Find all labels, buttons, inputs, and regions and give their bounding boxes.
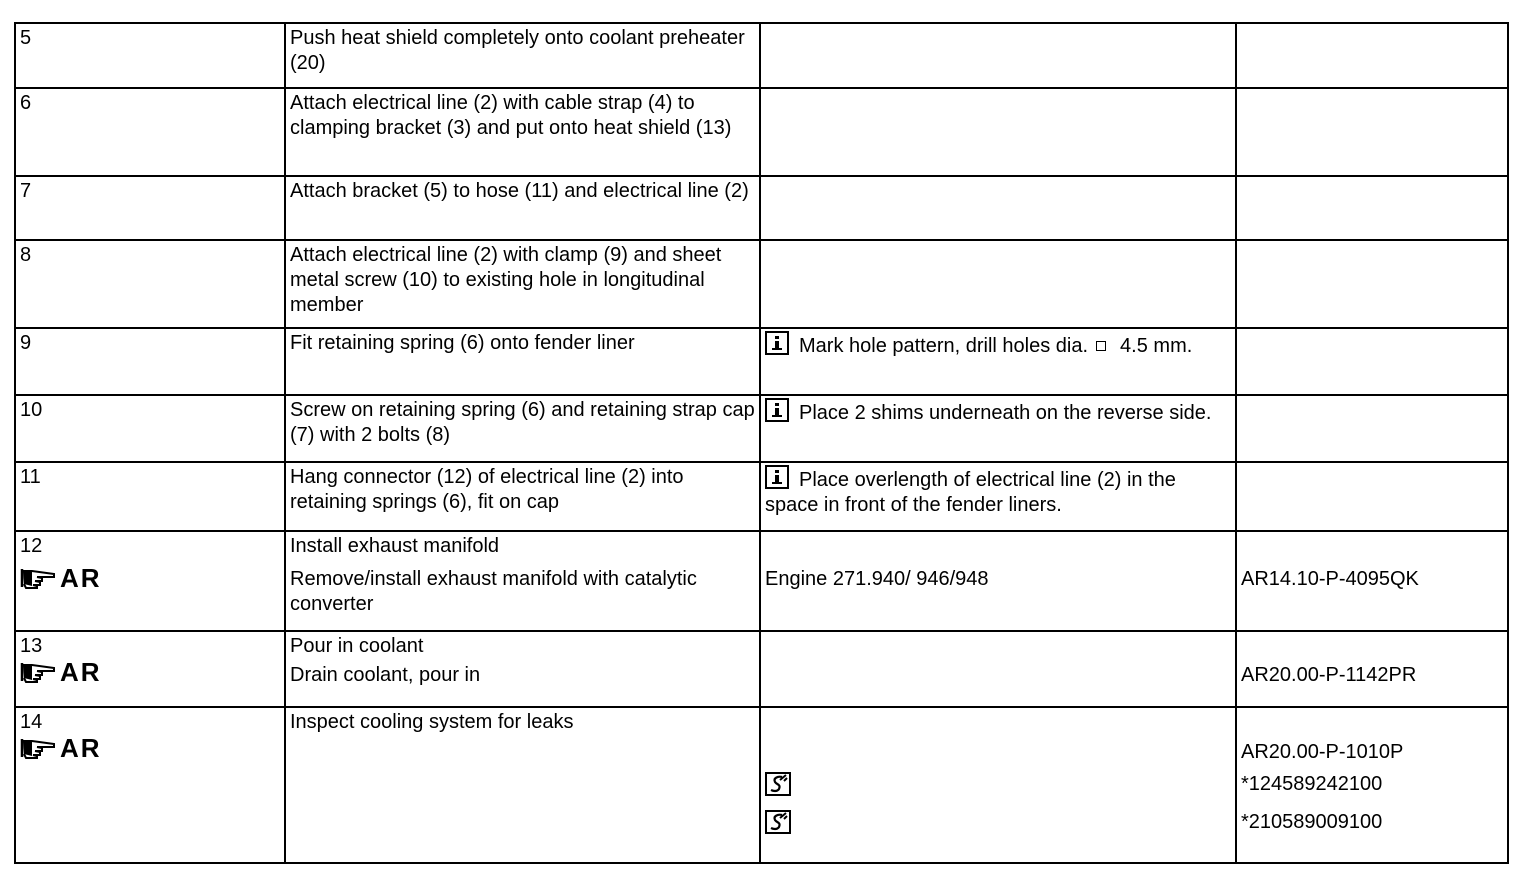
step-number: 6 bbox=[20, 92, 32, 114]
table-row bbox=[15, 395, 1508, 462]
step-number: 5 bbox=[20, 27, 32, 49]
hand-pointer-icon bbox=[20, 566, 56, 590]
ar-reference-marker bbox=[20, 735, 102, 761]
special-tool-icon bbox=[765, 772, 791, 796]
step-description: Inspect cooling system for leaks bbox=[290, 711, 574, 733]
table-row bbox=[15, 240, 1508, 328]
step-description: Hang connector (12) of electrical line (2) into retaining springs (6), fit on cap bbox=[290, 466, 684, 513]
step-description: Attach electrical line (2) with clamp (9) and sheet metal screw (10) to existing hole in longitudinal member bbox=[290, 244, 722, 316]
step-number: 11 bbox=[20, 466, 41, 488]
tool-number[interactable]: *210589009100 bbox=[1241, 810, 1383, 833]
diameter-symbol bbox=[1096, 341, 1106, 351]
step-description: Fit retaining spring (6) onto fender liner bbox=[290, 332, 635, 354]
info-icon bbox=[765, 398, 789, 422]
ar-document-link[interactable]: AR20.00-P-1010P bbox=[1241, 741, 1404, 763]
table-row bbox=[15, 88, 1508, 176]
table-row bbox=[15, 531, 1508, 631]
table-row bbox=[15, 631, 1508, 707]
ar-document-link[interactable]: AR14.10-P-4095QK bbox=[1241, 568, 1419, 590]
table-row bbox=[15, 328, 1508, 395]
step-description: Attach electrical line (2) with cable strap (4) to clamping bracket (3) and put onto heat shield (13) bbox=[290, 92, 732, 139]
tool-number[interactable]: *124589242100 bbox=[1241, 772, 1383, 795]
step-number: 7 bbox=[20, 180, 32, 202]
step-number: 10 bbox=[20, 399, 43, 421]
special-tool-icon bbox=[765, 810, 791, 834]
step-number: 8 bbox=[20, 244, 32, 266]
table-row bbox=[15, 176, 1508, 240]
step-description: Push heat shield completely onto coolant preheater (20) bbox=[290, 27, 745, 74]
info-note: Place overlength of electrical line (2) in the space in front of the fender liners. bbox=[765, 469, 1176, 516]
step-number: 13 bbox=[20, 635, 43, 657]
info-icon bbox=[765, 331, 789, 355]
step-description: Attach bracket (5) to hose (11) and electrical line (2) bbox=[290, 180, 749, 202]
step-description: Pour in coolant bbox=[290, 635, 424, 657]
table-row bbox=[15, 707, 1508, 863]
step-number: 14 bbox=[20, 711, 43, 733]
info-icon bbox=[765, 465, 789, 489]
ar-description: Drain coolant, pour in bbox=[290, 664, 481, 686]
engine-condition: Engine 271.940/ 946/948 bbox=[765, 568, 989, 590]
table-row bbox=[15, 23, 1508, 88]
step-number: 9 bbox=[20, 332, 32, 354]
ar-label: AR bbox=[60, 657, 102, 687]
work-steps-table bbox=[14, 22, 1509, 864]
ar-reference-marker bbox=[20, 659, 102, 685]
step-description: Screw on retaining spring (6) and retaining strap cap (7) with 2 bolts (8) bbox=[290, 399, 755, 446]
table-row bbox=[15, 462, 1508, 531]
info-note: Place 2 shims underneath on the reverse side. bbox=[799, 402, 1212, 424]
ar-label: AR bbox=[60, 563, 102, 593]
ar-description: Remove/install exhaust manifold with catalytic converter bbox=[290, 568, 697, 615]
info-note-value: 4.5 mm. bbox=[1120, 335, 1193, 357]
step-number: 12 bbox=[20, 535, 43, 557]
ar-document-link[interactable]: AR20.00-P-1142PR bbox=[1241, 664, 1417, 686]
step-description: Install exhaust manifold bbox=[290, 535, 500, 557]
ar-reference-marker bbox=[20, 565, 102, 591]
ar-label: AR bbox=[60, 733, 102, 763]
hand-pointer-icon bbox=[20, 660, 56, 684]
hand-pointer-icon bbox=[20, 736, 56, 760]
info-note: Mark hole pattern, drill holes dia. bbox=[799, 335, 1089, 357]
